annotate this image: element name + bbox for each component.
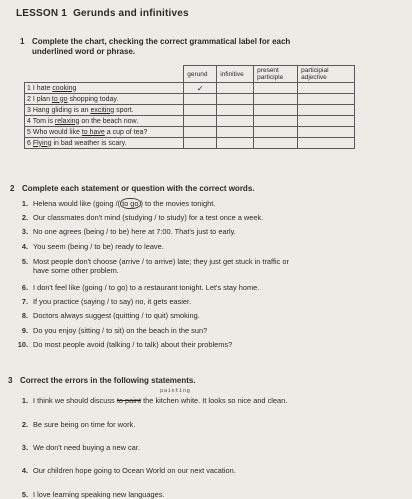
section-3-number: 3 xyxy=(8,376,13,385)
item-text: Be sure being on time for work. xyxy=(33,420,136,429)
item-text: No one agrees (being / to be) here at 7:00. That's just to early. xyxy=(33,227,236,236)
item-text: You seem (being / to be) ready to leave. xyxy=(33,242,164,251)
answer-cell[interactable] xyxy=(184,105,217,116)
handwritten-correction: painting xyxy=(160,388,191,394)
exercise-item xyxy=(12,420,135,429)
underlined-phrase: to go xyxy=(51,95,68,103)
struck-phrase: to paint xyxy=(116,396,142,405)
chart-row xyxy=(25,83,355,94)
exercise-item xyxy=(12,443,140,452)
item-number: 4. xyxy=(21,466,28,475)
answer-cell[interactable] xyxy=(217,127,254,138)
col-header-gerund: gerund xyxy=(184,66,217,83)
item-text: Doctors always suggest (quitting / to quit) smoking. xyxy=(33,311,200,320)
answer-cell[interactable] xyxy=(298,83,355,94)
section-2-number: 2 xyxy=(10,184,15,193)
exercise-item xyxy=(12,490,164,499)
item-number: 2. xyxy=(21,420,28,429)
sentence-text: in bad weather is scary. xyxy=(51,139,127,147)
item-text: Do you enjoy (sitting / to sit) on the beach in the sun? xyxy=(33,326,208,335)
item-number: 3. xyxy=(21,443,28,452)
answer-cell[interactable] xyxy=(217,83,254,94)
item-continuation: have some other problem. xyxy=(33,266,119,275)
answer-cell[interactable] xyxy=(254,94,298,105)
item-text: We don't need buying a new car. xyxy=(33,443,140,452)
col-header-participial-adjective: participial adjective xyxy=(298,66,355,83)
sentence-text: a cup of tea? xyxy=(104,128,148,136)
section-2-instructions xyxy=(10,184,255,194)
sentence-text: 5 Who would like xyxy=(27,128,82,136)
answer-cell[interactable] xyxy=(184,94,217,105)
section-1-instructions xyxy=(20,37,320,57)
item-text: the kitchen white. It looks so nice and clean. xyxy=(141,396,288,405)
sentence-text: on the beach now. xyxy=(79,117,139,125)
item-text: If you practice (saying / to say) no, it gets easier. xyxy=(33,297,192,306)
exercise-item xyxy=(12,326,207,335)
section-3-instructions xyxy=(8,376,196,386)
sentence-text: 2 I plan xyxy=(27,95,52,103)
item-number: 4. xyxy=(21,242,28,251)
item-text: Our children hope going to Ocean World on our next vacation. xyxy=(33,466,236,475)
exercise-item xyxy=(12,257,289,266)
item-text: I think we should discuss xyxy=(33,396,117,405)
exercise-item xyxy=(12,311,200,320)
sentence-text: 6 xyxy=(27,139,33,147)
chart-row xyxy=(25,94,355,105)
grammar-chart xyxy=(24,65,355,149)
item-text: I don't feel like (going / to go) to a restaurant tonight. Let's stay home. xyxy=(33,283,260,292)
item-text: Helena would like (going /( xyxy=(33,199,121,208)
circled-answer: to go xyxy=(122,199,139,208)
answer-cell[interactable] xyxy=(184,127,217,138)
exercise-item xyxy=(12,213,263,222)
item-text: Do most people avoid (talking / to talk) about their problems? xyxy=(33,340,233,349)
item-number: 5. xyxy=(21,490,28,499)
item-text: Most people don't choose (arrive / to arrive) late; they just get stuck in traffic or xyxy=(33,257,289,266)
answer-cell[interactable] xyxy=(254,83,298,94)
col-header-present-participle: present participle xyxy=(254,66,298,83)
answer-cell[interactable] xyxy=(184,83,217,94)
answer-cell[interactable] xyxy=(254,105,298,116)
chart-sentence xyxy=(25,94,184,105)
answer-cell[interactable] xyxy=(217,138,254,149)
item-number: 1. xyxy=(21,396,28,405)
section-3-title: Correct the errors in the following statements. xyxy=(20,376,196,385)
sentence-text: 1 I hate xyxy=(27,84,53,92)
section-2-title: Complete each statement or question with the correct words. xyxy=(22,184,255,193)
answer-cell[interactable] xyxy=(254,138,298,149)
sentence-text: 3 Hang gliding is an xyxy=(27,106,91,114)
sentence-text: shopping today. xyxy=(67,95,119,103)
item-text: ) to the movies tonight. xyxy=(140,199,216,208)
item-number: 2. xyxy=(21,213,28,222)
item-text: I love learning speaking new languages. xyxy=(33,490,165,499)
lesson-header xyxy=(16,8,189,19)
chart-row xyxy=(25,127,355,138)
lesson-number: LESSON 1 xyxy=(16,8,68,19)
exercise-item xyxy=(12,466,236,475)
answer-cell[interactable] xyxy=(254,127,298,138)
item-number: 3. xyxy=(21,227,28,236)
lesson-topic: Gerunds and infinitives xyxy=(73,8,189,19)
sentence-text: 4 Tom is xyxy=(27,117,55,125)
answer-cell[interactable] xyxy=(298,127,355,138)
underlined-phrase: cooking xyxy=(52,84,77,92)
answer-cell[interactable] xyxy=(298,94,355,105)
exercise-item xyxy=(12,396,287,405)
answer-cell[interactable] xyxy=(217,116,254,127)
answer-cell[interactable] xyxy=(298,138,355,149)
item-text: Our classmates don't mind (studying / to study) for a test once a week. xyxy=(33,213,264,222)
section-1-title-line2: underlined word or phrase. xyxy=(32,47,136,56)
exercise-item xyxy=(12,227,236,236)
underlined-phrase: Flying xyxy=(32,139,52,147)
item-number: 6. xyxy=(21,283,28,292)
chart-sentence xyxy=(25,105,184,116)
underlined-phrase: exciting xyxy=(90,106,115,114)
chart-corner xyxy=(25,66,184,83)
section-1-title-line1: Complete the chart, checking the correct grammatical label for each xyxy=(32,37,291,46)
item-number: 7. xyxy=(21,297,28,306)
answer-cell[interactable] xyxy=(184,138,217,149)
col-header-infinitive: infinitive xyxy=(217,66,254,83)
exercise-item xyxy=(12,242,164,251)
chart-row xyxy=(25,105,355,116)
underlined-phrase: to have xyxy=(81,128,105,136)
chart-header-row xyxy=(25,66,355,83)
chart-row xyxy=(25,116,355,127)
section-1-number: 1 xyxy=(20,37,25,46)
chart-sentence xyxy=(25,138,184,149)
answer-cell[interactable] xyxy=(254,116,298,127)
answer-cell[interactable] xyxy=(298,105,355,116)
underlined-phrase: relaxing xyxy=(54,117,80,125)
answer-cell[interactable] xyxy=(217,105,254,116)
item-number: 10. xyxy=(17,340,28,349)
exercise-item xyxy=(12,199,215,208)
item-number: 1. xyxy=(21,199,28,208)
checkmark-icon: ✓ xyxy=(196,83,204,93)
exercise-item xyxy=(12,283,259,292)
sentence-text: sport. xyxy=(114,106,134,114)
chart-sentence xyxy=(25,83,184,94)
chart-sentence xyxy=(25,127,184,138)
item-number: 5. xyxy=(21,257,28,266)
item-number: 8. xyxy=(21,311,28,320)
exercise-item xyxy=(12,340,232,349)
item-number: 9. xyxy=(21,326,28,335)
chart-sentence xyxy=(25,116,184,127)
exercise-item xyxy=(12,297,191,306)
chart-row xyxy=(25,138,355,149)
answer-cell[interactable] xyxy=(217,94,254,105)
answer-cell[interactable] xyxy=(298,116,355,127)
answer-cell[interactable] xyxy=(184,116,217,127)
